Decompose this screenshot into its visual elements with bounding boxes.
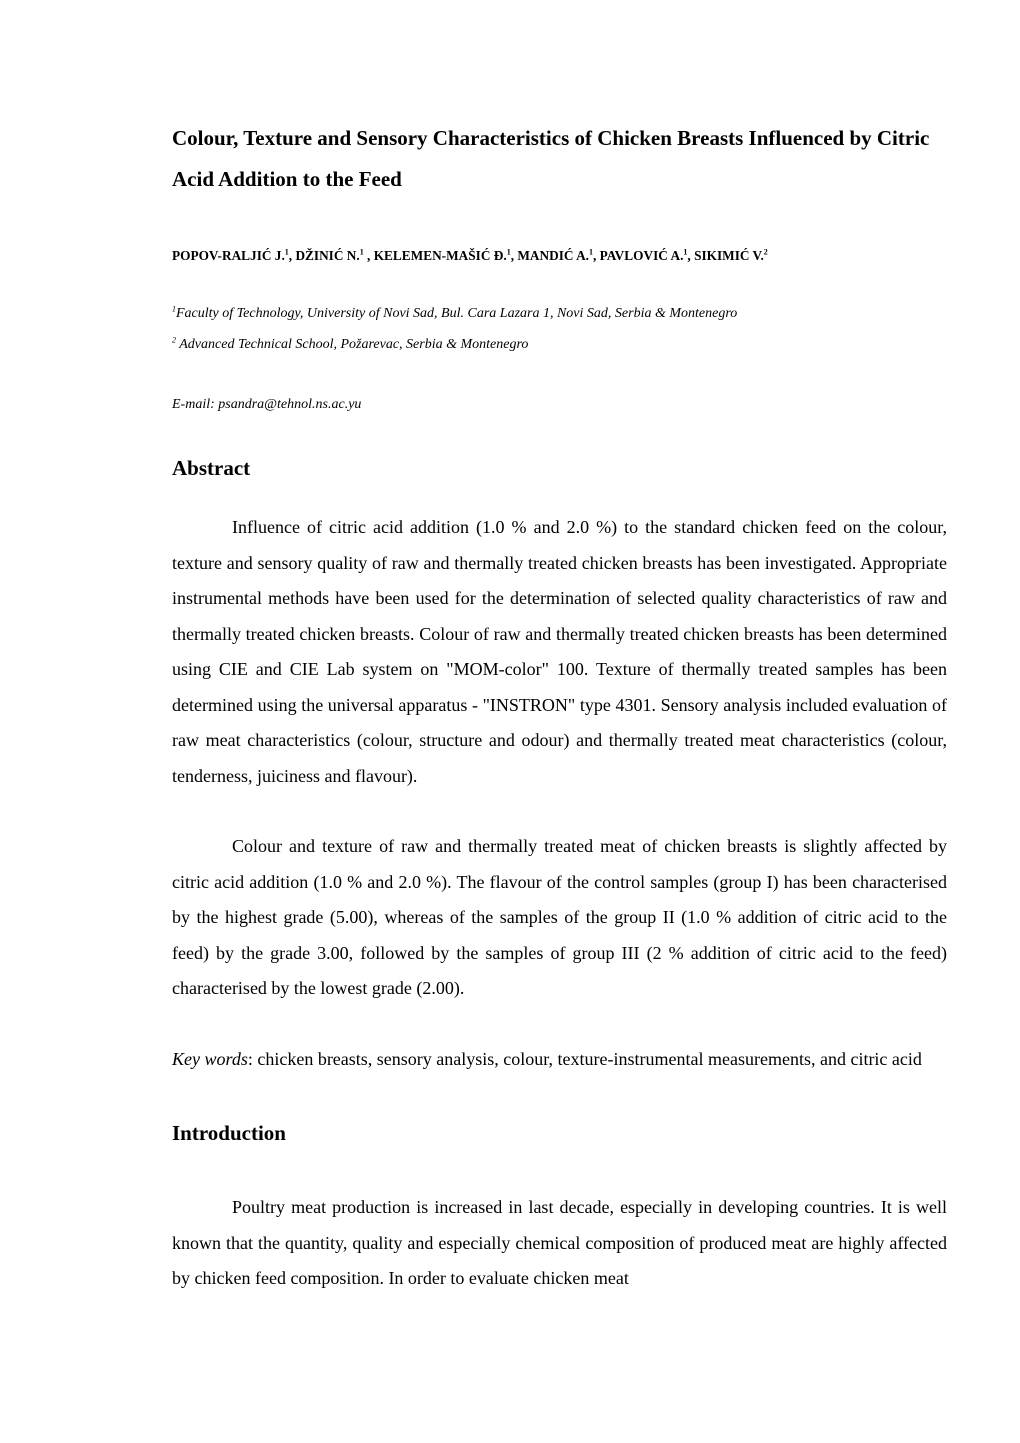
abstract-paragraph-1: Influence of citric acid addition (1.0 % and 2.0 %) to the standard chicken feed on the colour, texture and sensory quality of raw and thermally treated chicken breasts has been investigated. Appropriate instrumental methods have been used for the determination of selected quality characteristics of raw and thermally treated chicken breasts. Colour of raw and thermally treated chicken breasts has been determined using CIE and CIE Lab system on "MOM-color" 100. Texture of thermally treated samples has been determined using the universal apparatus - "INSTRON" type 4301. Sensory analysis included evaluation of raw meat characteristics (colour, structure and odour) and thermally treated meat characteristics (colour, tenderness, juiciness and flavour). <box>172 517 947 786</box>
introduction-paragraph: Poultry meat production is increased in last decade, especially in developing countries. It is well known that the quantity, quality and especially chemical composition of produced meat are highly affected by chicken feed composition. In order to evaluate chicken meat <box>172 1197 947 1288</box>
author-separator: , <box>510 248 518 263</box>
affiliation-2 <box>172 337 947 353</box>
keywords-text: : chicken breasts, sensory analysis, colour, texture-instrumental measurements, and citric acid <box>247 1049 922 1069</box>
introduction-heading: Introduction <box>172 1121 286 1145</box>
affiliation-mark: 1 <box>172 304 176 314</box>
author-affiliation-mark: 1 <box>359 247 364 257</box>
author-separator: , <box>593 248 600 263</box>
abstract-heading: Abstract <box>172 456 251 480</box>
abstract-paragraph-2: Colour and texture of raw and thermally treated meat of chicken breasts is slightly affected by citric acid addition (1.0 % and 2.0 %). The flavour of the control samples (group I) has been characterised by the highest grade (5.00), whereas of the samples of the group II (1.0 % addition of citric acid to the feed) by the grade 3.00, followed by the samples of group III (2 % addition of citric acid to the feed) characterised by the lowest grade (2.00). <box>172 836 947 998</box>
author-affiliation-mark: 1 <box>589 247 593 257</box>
author-affiliation-mark: 1 <box>284 247 289 257</box>
author-name: PAVLOVIĆ A. <box>599 248 684 263</box>
paper-title: Colour, Texture and Sensory Characteristics of Chicken Breasts Influenced by Citric Acid Addition to the Feed <box>172 126 930 191</box>
author-name: SIKIMIĆ V. <box>694 248 764 263</box>
author-name: MANDIĆ A. <box>517 248 589 263</box>
affiliation-text: Faculty of Technology, University of Novi Sad, Bul. Cara Lazara 1, Novi Sad, Serbia & Montenegro <box>176 306 738 321</box>
author-name: POPOV-RALJIĆ J. <box>172 248 285 263</box>
author-name: DŽINIĆ N. <box>295 248 360 263</box>
author-affiliation-mark: 2 <box>763 247 768 257</box>
affiliation-mark: 2 <box>172 335 176 345</box>
contact-email: E-mail: psandra@tehnol.ns.ac.yu <box>172 397 362 412</box>
affiliation-text: Advanced Technical School, Požarevac, Serbia & Montenegro <box>176 337 529 352</box>
author-affiliation-mark: 1 <box>683 247 688 257</box>
author-name: KELEMEN-MAŠIĆ Đ. <box>373 248 507 263</box>
keywords <box>172 1042 947 1078</box>
keywords-label: Key words <box>172 1049 248 1069</box>
author-affiliation-mark: 1 <box>506 247 511 257</box>
author-separator: , <box>288 248 296 263</box>
affiliation-1 <box>172 306 947 322</box>
author-list <box>172 248 972 264</box>
author-separator: , <box>363 248 374 263</box>
author-separator: , <box>687 248 695 263</box>
